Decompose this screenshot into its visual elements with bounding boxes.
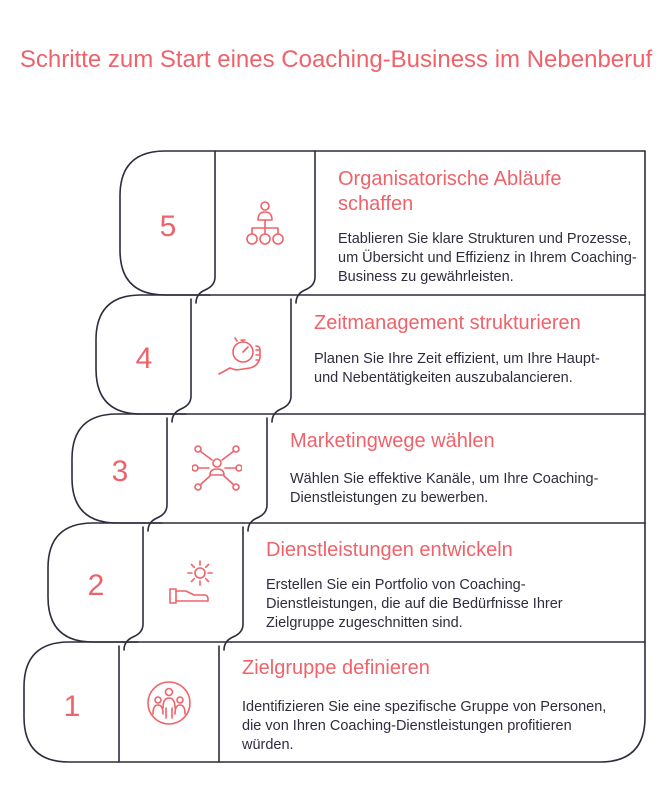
step-3-icon-column (148, 418, 167, 531)
hierarchy-icon (240, 198, 290, 248)
step-2-divider (224, 527, 243, 650)
step-5-icon-column (196, 151, 215, 303)
step-2-description: Erstellen Sie ein Portfolio von Coaching-Dienstleistungen, die auf die Bedürfnisse Ihrer Zielgruppe zugeschnitten sind. (266, 577, 563, 631)
step-5-title: Organisatorische Abläufe schaffen (338, 168, 562, 215)
step-1-title: Zielgruppe definieren (242, 657, 430, 679)
step-4-number: 4 (135, 342, 153, 375)
target-group-icon (144, 678, 194, 728)
page-title: Schritte zum Start eines Coaching-Business im Nebenberuf (19, 46, 653, 73)
step-4-title: Zeitmanagement strukturieren (314, 312, 581, 334)
step-3-divider (248, 418, 267, 531)
step-1-number: 1 (63, 690, 81, 723)
step-2-icon-column (124, 527, 143, 650)
stopwatch-hand-icon (216, 330, 266, 380)
step-3-description: Wählen Sie effektive Kanäle, um Ihre Coaching-Dienstleistungen zu bewerben. (290, 471, 599, 506)
step-5-divider (296, 151, 315, 303)
step-4-icon-column (172, 299, 191, 422)
network-icon (192, 443, 242, 493)
step-5-number: 5 (159, 210, 177, 243)
step-4-divider (272, 299, 291, 422)
gear-hand-icon (168, 557, 218, 607)
step-2-number: 2 (87, 569, 105, 602)
step-3-title: Marketingwege wählen (290, 430, 495, 452)
step-3-number: 3 (111, 455, 129, 488)
step-1-description: Identifizieren Sie eine spezifische Gruppe von Personen, die von Ihren Coaching-Dienstleistungen profitieren würden. (242, 699, 607, 753)
step-5-description: Etablieren Sie klare Strukturen und Prozesse, um Übersicht und Effizienz in Ihrem Coaching-Business zu gewährleisten. (338, 231, 637, 285)
step-2-title: Dienstleistungen entwickeln (266, 539, 513, 561)
step-4-description: Planen Sie Ihre Zeit effizient, um Ihre Haupt- und Nebentätigkeiten auszubalancieren. (314, 351, 600, 386)
